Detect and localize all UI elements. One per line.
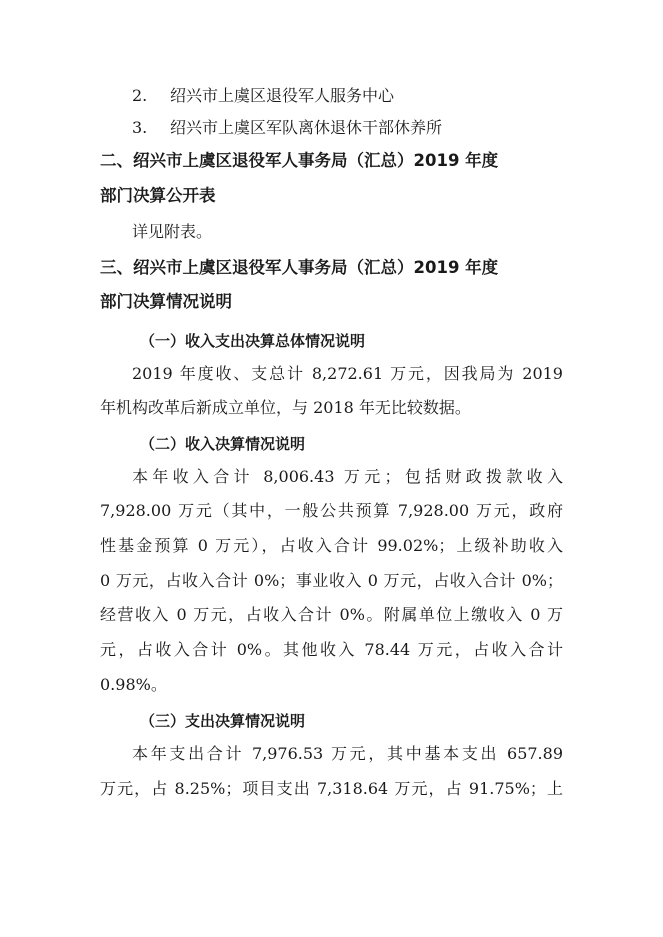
paragraph-line: 2019 年度收、支总计 8,272.61 万元，因我局为 2019: [132, 364, 563, 383]
paragraph-line: 万元，占 8.25%；项目支出 7,318.64 万元，占 91.75%；上: [100, 779, 563, 798]
paragraph-line: 元，占收入合计 0%。其他收入 78.44 万元，占收入合计: [100, 640, 563, 659]
paragraph-line: 0.98%。: [100, 675, 167, 694]
list-item-number: 3.: [132, 118, 148, 137]
paragraph-line: 0 万元，占收入合计 0%；事业收入 0 万元，占收入合计 0%；: [100, 571, 563, 590]
section-2-body: 详见附表。: [132, 222, 213, 241]
paragraph-line: 经营收入 0 万元，占收入合计 0%。附属单位上缴收入 0 万: [100, 605, 563, 624]
list-item: [132, 118, 563, 138]
list-item: [132, 86, 563, 106]
section-heading-3-line1: 三、绍兴市上虞区退役军人事务局（汇总）2019 年度: [100, 258, 499, 277]
paragraph-line: 本年收入合计 8,006.43 万元；包括财政拨款收入: [132, 467, 563, 486]
list-item-text: 绍兴市上虞区退役军人服务中心: [170, 86, 395, 105]
subsection-title-1: （一）收入支出决算总体情况说明: [140, 332, 366, 350]
section-heading-2-line1: 二、绍兴市上虞区退役军人事务局（汇总）2019 年度: [100, 151, 499, 170]
paragraph-line: 年机构改革后新成立单位，与 2018 年无比较数据。: [100, 398, 471, 417]
paragraph-line: 本年支出合计 7,976.53 万元，其中基本支出 657.89: [132, 744, 563, 763]
paragraph-line: 性基金预算 0 万元），占收入合计 99.02%；上级补助收入: [100, 536, 563, 555]
subsection-title-3: （三）支出决算情况说明: [140, 712, 306, 730]
paragraph-line: 7,928.00 万元（其中，一般公共预算 7,928.00 万元，政府: [100, 501, 563, 520]
subsection-title-2: （二）收入决算情况说明: [140, 435, 306, 453]
list-item-number: 2.: [132, 86, 148, 105]
list-item-text: 绍兴市上虞区军队离休退休干部休养所: [170, 118, 443, 137]
section-heading-2-line2: 部门决算公开表: [100, 186, 216, 205]
section-heading-3-line2: 部门决算情况说明: [100, 292, 232, 311]
